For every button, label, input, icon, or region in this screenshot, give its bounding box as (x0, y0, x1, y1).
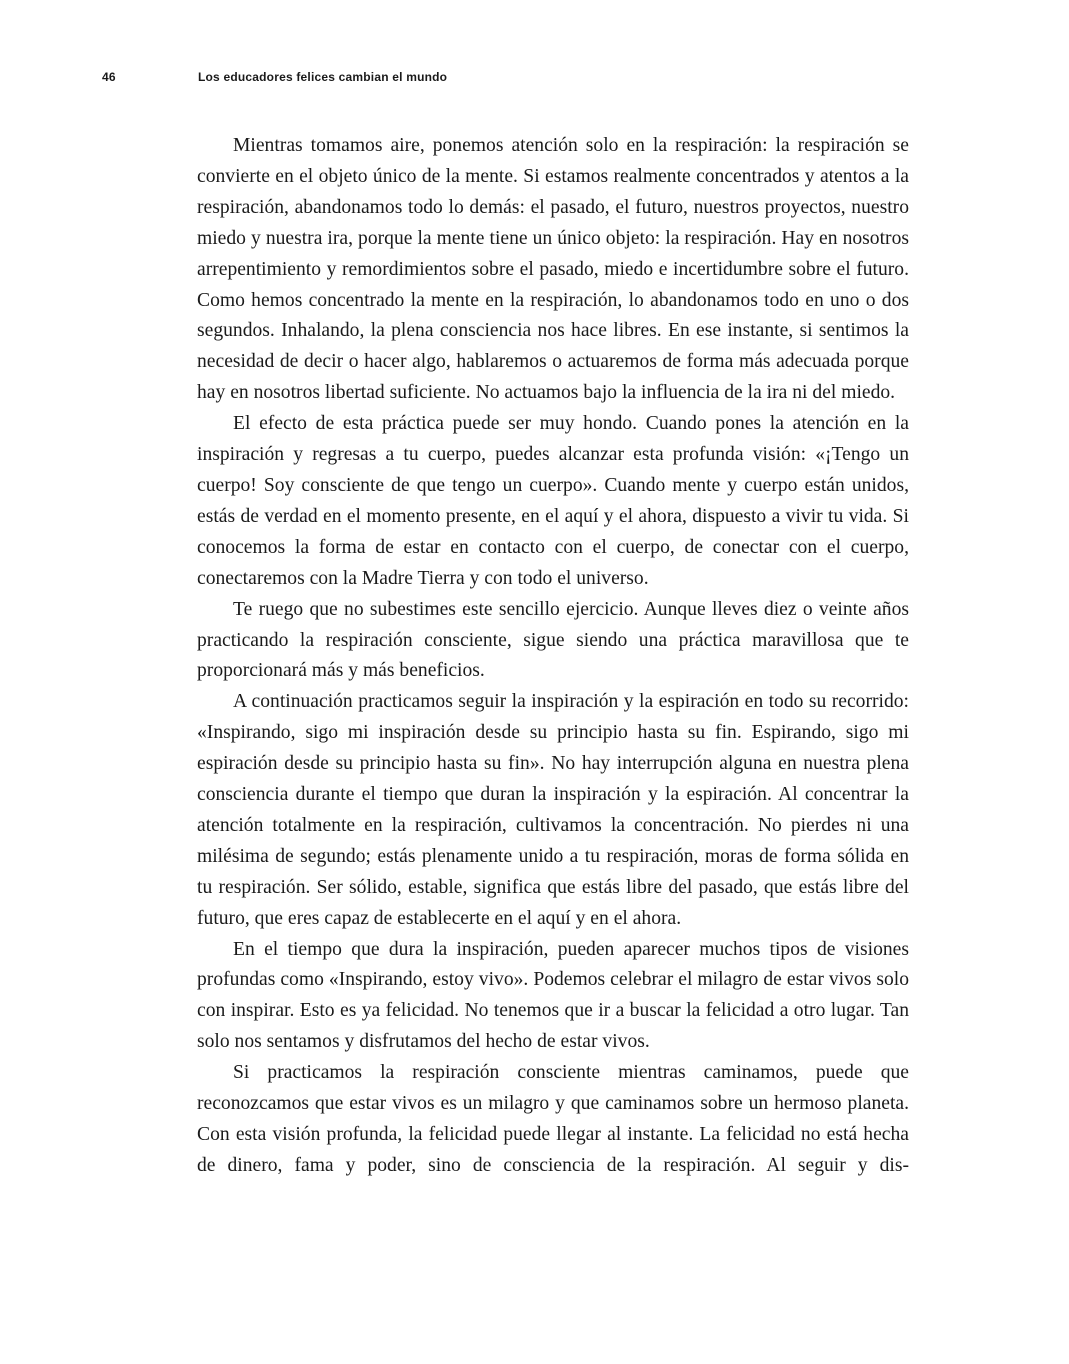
paragraph: Mientras tomamos aire, ponemos atención solo en la respiración: la respiración se convierte en el objeto único de la mente. Si estamos realmente concentrados y atentos a la respiración, abandonamos todo lo demás: el pasado, el futuro, nuestros proyectos, nuestro miedo y nuestra ira, porque la mente tiene un único objeto: la respiración. Hay en nosotros arrepentimiento y remordimientos sobre el pasado, miedo e incertidumbre sobre el futuro. Como hemos concentrado la mente en la respiración, lo abandonamos todo en uno o dos segundos. Inhalando, la plena consciencia nos hace libres. En ese instante, si sentimos la necesidad de decir o hacer algo, hablaremos o actuaremos de forma más adecuada porque hay en nosotros libertad suficiente. No actuamos bajo la influencia de la ira ni del miedo. (197, 135, 909, 404)
paragraph: Te ruego que no subestimes este sencillo ejercicio. Aunque lleves diez o veinte años practicando la respiración consciente, sigue siendo una práctica maravillosa que te proporcionará más y más beneficios. (197, 598, 909, 682)
paragraph: El efecto de esta práctica puede ser muy hondo. Cuando pones la atención en la inspiración y regresas a tu cuerpo, puedes alcanzar esta profunda visión: «¡Tengo un cuerpo! Soy consciente de que tengo un cuerpo». Cuando mente y cuerpo están unidos, estás de verdad en el momento presente, en el aquí y el ahora, dispuesto a vivir tu vida. Si conocemos la forma de estar en contacto con el cuerpo, de conectar con el cuerpo, conectaremos con la Madre Tierra y con todo el universo. (197, 413, 909, 589)
paragraph: Si practicamos la respiración consciente mientras caminamos, puede que reconozcamos que estar vivos es un milagro y que caminamos sobre un hermoso planeta. Con esta visión profunda, la felicidad puede llegar al instante. La felicidad no está hecha de dinero, fama y poder, sino de consciencia de la respiración. Al seguir y dis- (197, 1062, 909, 1176)
running-title: Los educadores felices cambian el mundo (198, 70, 448, 84)
page-number: 46 (102, 70, 116, 84)
paragraph: A continuación practicamos seguir la inspiración y la espiración en todo su recorrido: «Inspirando, sigo mi inspiración desde su principio hasta su fin. Espirando, sigo mi espiración desde su principio hasta su fin». No hay interrupción alguna en nuestra plena consciencia durante el tiempo que duran la inspiración y la espiración. Al concentrar la atención totalmente en la respiración, cultivamos la concentración. No pierdes ni una milésima de segundo; estás plenamente unido a tu respiración, moras de forma sólida en tu respiración. Ser sólido, estable, significa que estás libre del pasado, que estás libre del futuro, que eres capaz de establecerte en el aquí y en el ahora. (197, 691, 909, 929)
paragraph: En el tiempo que dura la inspiración, pueden aparecer muchos tipos de visiones profundas como «Inspirando, estoy vivo». Podemos celebrar el milagro de estar vivos solo con inspirar. Esto es ya felicidad. No tenemos que ir a buscar la felicidad a otro lugar. Tan solo nos sentamos y disfrutamos del hecho de estar vivos. (197, 938, 909, 1053)
body-text (197, 131, 909, 1182)
